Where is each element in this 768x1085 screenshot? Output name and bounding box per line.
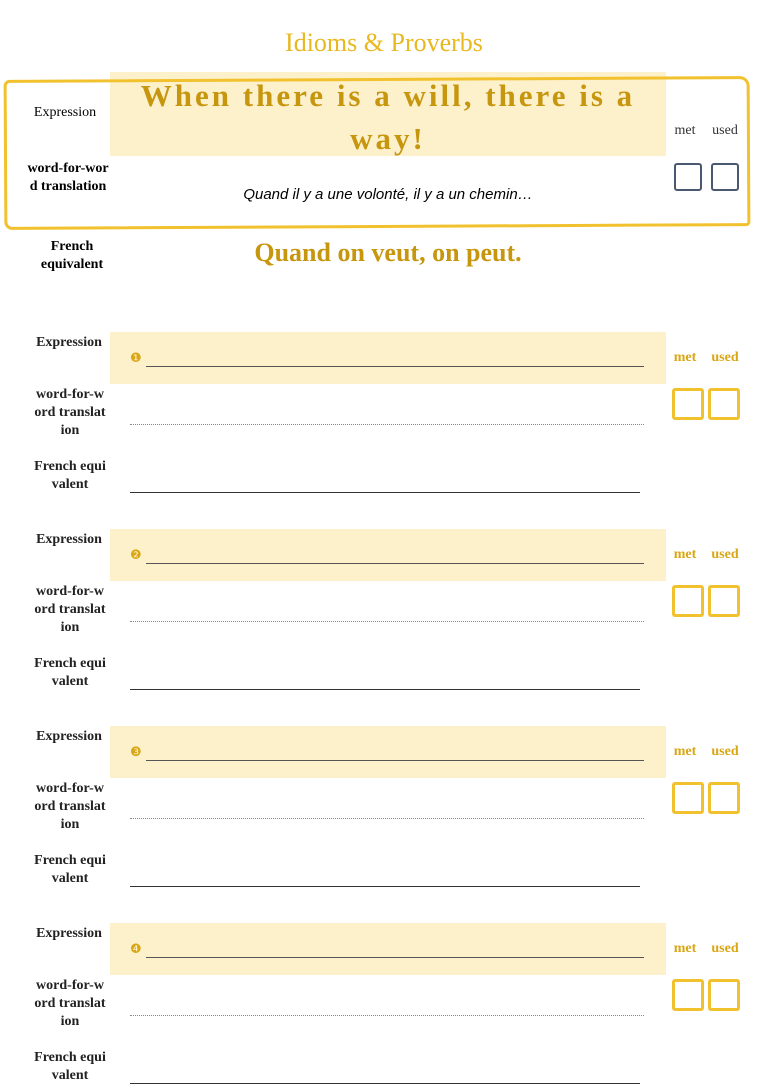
entry-used-label: used <box>711 547 739 562</box>
page-title: Idioms & Proverbs <box>285 28 483 57</box>
entry-label-literal: word-for-word translation <box>34 978 106 1029</box>
entry-literal-line[interactable] <box>130 621 644 622</box>
entry-literal-line[interactable] <box>130 424 644 425</box>
entry-label-literal: word-for-word translation <box>34 387 106 438</box>
entry-literal-line[interactable] <box>130 818 644 819</box>
entry-expression-line[interactable] <box>146 563 644 564</box>
entry-french-line[interactable] <box>130 1083 640 1084</box>
entry-number-icon: ❷ <box>130 548 142 563</box>
entry-french-line[interactable] <box>130 689 640 690</box>
entry-expression-line[interactable] <box>146 760 644 761</box>
entry-used-checkbox[interactable] <box>708 979 740 1011</box>
entry-number-icon: ❸ <box>130 745 142 760</box>
entry-label-literal: word-for-word translation <box>34 584 106 635</box>
entry-number-icon: ❹ <box>130 942 142 957</box>
example-french: Quand on veut, on peut. <box>254 238 522 267</box>
example-expression: When there is a will, there is a way! <box>140 78 636 156</box>
entry-label-expression: Expression <box>36 729 102 744</box>
entry-label-french: French equivalent <box>34 459 106 492</box>
example-used-label: used <box>712 123 738 138</box>
entry-met-checkbox[interactable] <box>672 388 704 420</box>
entry-label-french: French equivalent <box>34 1050 106 1083</box>
example-label-french: French equivalent <box>40 239 104 272</box>
entry-met-label: met <box>673 350 697 365</box>
entry-expression-line[interactable] <box>146 366 644 367</box>
entry-met-label: met <box>673 941 697 956</box>
example-met-label: met <box>674 123 696 138</box>
example-met-checkbox[interactable] <box>674 163 702 191</box>
entry-label-french: French equivalent <box>34 656 106 689</box>
example-label-expression: Expression <box>33 105 97 120</box>
entry-expression-band <box>110 726 666 778</box>
entry-used-checkbox[interactable] <box>708 585 740 617</box>
entry-french-line[interactable] <box>130 492 640 493</box>
example-label-literal: word-for-word translation <box>27 161 109 194</box>
entry-used-label: used <box>711 941 739 956</box>
entry-used-label: used <box>711 350 739 365</box>
entry-french-line[interactable] <box>130 886 640 887</box>
entry-met-checkbox[interactable] <box>672 585 704 617</box>
entry-label-expression: Expression <box>36 532 102 547</box>
entry-expression-band <box>110 529 666 581</box>
entry-expression-band <box>110 923 666 975</box>
entry-label-expression: Expression <box>36 926 102 941</box>
entry-expression-band <box>110 332 666 384</box>
entry-label-expression: Expression <box>36 335 102 350</box>
entry-used-checkbox[interactable] <box>708 782 740 814</box>
example-literal: Quand il y a une volonté, il y a un chemin… <box>243 186 533 203</box>
entry-met-checkbox[interactable] <box>672 979 704 1011</box>
entry-expression-line[interactable] <box>146 957 644 958</box>
entry-used-label: used <box>711 744 739 759</box>
entry-used-checkbox[interactable] <box>708 388 740 420</box>
entry-label-french: French equivalent <box>34 853 106 886</box>
entry-met-label: met <box>673 744 697 759</box>
entry-met-checkbox[interactable] <box>672 782 704 814</box>
entry-literal-line[interactable] <box>130 1015 644 1016</box>
entry-number-icon: ❶ <box>130 351 142 366</box>
example-used-checkbox[interactable] <box>711 163 739 191</box>
entry-label-literal: word-for-word translation <box>34 781 106 832</box>
entry-met-label: met <box>673 547 697 562</box>
